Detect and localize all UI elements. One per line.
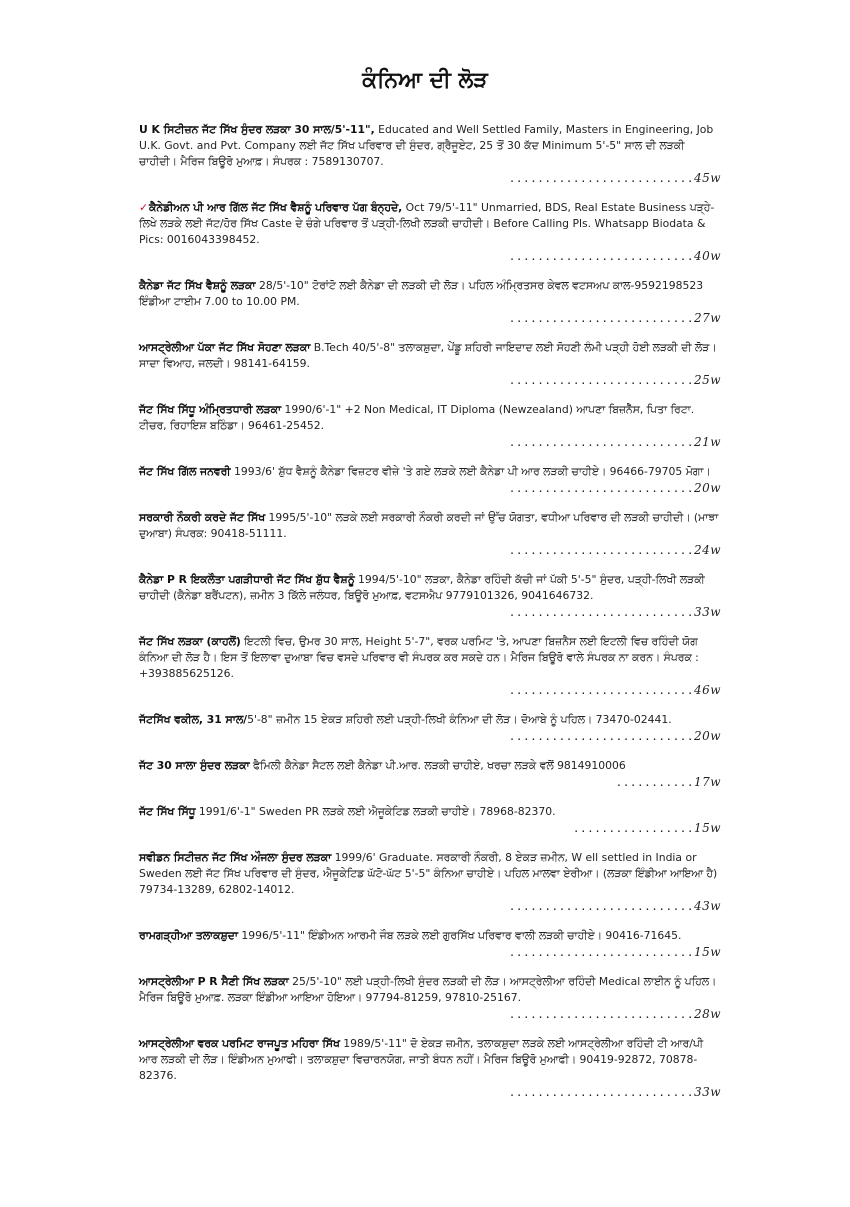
ad-text [139,510,721,542]
ad-body: 1991/6'-1" Sweden PR ਲੜਕੇ ਲਈ ਐਜੂਕੇਟਿਡ ਲੜਕੀ ਚਾਹੀਏ। 78968-82370. [195,805,556,818]
ad-headline: U K ਸਿਟੀਜ਼ਨ ਜੱਟ ਸਿੱਖ ਸੁੰਦਰ ਲੜਕਾ 30 ਸਾਲ/5'-11", [139,123,375,136]
ad-body: 1996/5'-11" ਇੰਡੀਅਨ ਆਰਮੀ ਜੌਬ ਲੜਕੇ ਲਈ ਗੁਰਸਿੱਖ ਪਰਿਵਾਰ ਵਾਲੀ ਲੜਕੀ ਚਾਹੀਏ। 90416-71645. [237,929,682,942]
ad-body: 1989/5'-11" ਦੋ ਏਕੜ ਜ਼ਮੀਨ, ਤਲਾਕਸ਼ੁਦਾ ਲੜਕੇ ਲਈ ਆਸਟ੍ਰੇਲੀਆ ਰਹਿੰਦੀ ਟੀ ਆਰ/ਪੀ ਆਰ ਲੜਕੀ ਦੀ ਲੋੜ। ਇੰਡੀਅਨ ਮੁਆਫੀ। ਤਲਾਕਸ਼ੁਦਾ ਵਿਚਾਰਨਯੋਗ, ਜਾਤੀ ਬੰਧਨ ਨਹੀਂ। ਮੈਰਿਜ ਬਿਊਰੋ ਮੁਆਫੀ। 90419-92872, 70878-82376. [139,1037,704,1082]
checkmark-icon: ✓ [139,201,149,214]
ad-entry [139,634,721,699]
ad-entry [139,278,721,327]
ad-text [139,200,721,248]
ad-entry [139,572,721,621]
leader-dots: .......................... [508,172,694,185]
ad-entry [139,712,721,745]
ad-headline: ਕੈਨੇਡਾ P R ਇਕਲੌਤਾ ਪਗੜੀਧਾਰੀ ਜੱਟ ਸਿੱਖ ਸ਼ੁੱਧ ਵੈਸ਼ਨੂੰ [139,573,355,586]
ad-code: 40w [693,249,721,263]
ad-text [139,712,721,728]
ad-code-row [139,682,721,699]
ad-code: 46w [693,683,721,697]
ad-headline: ਕੈਨੇਡਾ ਜੱਟ ਸਿੱਖ ਵੈਸ਼ਨੂੰ ਲੜਕਾ [139,279,256,292]
ad-entry [139,1036,721,1101]
ad-text [139,758,721,774]
ad-code: 20w [693,481,721,495]
ad-code-row [139,434,721,451]
ad-code: 20w [693,729,721,743]
ad-headline: ਜੱਟ ਸਿੱਖ ਸਿੱਧੂ ਅੰਮ੍ਰਿਤਧਾਰੀ ਲੜਕਾ [139,403,282,416]
ad-entry [139,464,721,497]
ad-text [139,804,721,820]
ad-headline: ਜੱਟ ਸਿੱਖ ਗਿੱਲ ਜਨਵਰੀ [139,465,231,478]
ad-entry [139,928,721,961]
leader-dots: .......................... [508,730,694,743]
ad-body: 1994/5'-10" ਲੜਕਾ, ਕੈਨੇਡਾ ਰਹਿੰਦੀ ਕੱਚੀ ਜਾਂ ਪੱਕੀ 5'-5" ਸੁੰਦਰ, ਪੜ੍ਹੀ-ਲਿਖੀ ਲੜਕੀ ਚਾਹੀਦੀ (ਕੈਨੇਡਾ ਬਰੈਂਪਟਨ), ਜ਼ਮੀਨ 3 ਕਿੱਲੇ ਜਲੰਧਰ, ਬਿਊਰੋ ਮੁਆਫ਼, ਵਟਸਐਪ 9779101326, 9041646732. [139,573,705,602]
ad-entry [139,200,721,265]
ad-code-row [139,820,721,837]
leader-dots: .......................... [508,544,694,557]
ad-text [139,572,721,604]
ad-code: 17w [693,775,721,789]
ad-headline: ਜੱਟ ਸਿੱਖ ਸਿੱਧੂ [139,805,196,818]
ad-headline: ਆਸਟ੍ਰੇਲੀਆ ਵਰਕ ਪਰਮਿਟ ਰਾਜਪੂਤ ਮਹਿਰਾ ਸਿੱਖ [139,1037,340,1050]
ad-text [139,278,721,310]
ad-entry [139,850,721,915]
leader-dots: .......................... [508,374,694,387]
leader-dots: .......................... [508,606,694,619]
ad-code: 45w [693,171,721,185]
ad-body: Oct 79/5'-11" Unmarried, BDS, Real Estate Business ਪੜ੍ਹੇ-ਲਿਖੇ ਲੜਕੇ ਲਈ ਜੱਟ/ਹੋਰ ਸਿੱਖ Caste ਦੇ ਚੰਗੇ ਪਰਿਵਾਰ ਤੋਂ ਪੜ੍ਹੀ-ਲਿਖੀ ਲੜਕੀ ਚਾਹੀਦੀ। Before Calling Pls. Whatsapp Biodata & Pics: 0016043398452. [139,201,715,246]
leader-dots: .......................... [508,312,694,325]
ad-code: 15w [693,821,721,835]
ad-code-row [139,728,721,745]
ad-headline: ਸਵੀਡਨ ਸਿਟੀਜ਼ਨ ਜੱਟ ਸਿੱਖ ਔਜਲਾ ਸੁੰਦਰ ਲੜਕਾ [139,851,332,864]
ad-headline: ਜੱਟ 30 ਸਾਲਾ ਸੁੰਦਰ ਲੜਕਾ [139,759,250,772]
ad-body: 28/5'-10" ਟੋਰਾਂਟੋ ਲਈ ਕੈਨੇਡਾ ਦੀ ਲੜਕੀ ਦੀ ਲੋੜ। ਪਹਿਲ ਅੰਮ੍ਰਿਤਸਰ ਕੇਵਲ ਵਟਸਅਪ ਕਾਲ-9592198523 ਇੰਡੀਆ ਟਾਈਮ 7.00 to 10.00 PM. [139,279,704,308]
ad-body: 5'-8" ਜ਼ਮੀਨ 15 ਏਕੜ ਸ਼ਹਿਰੀ ਲਈ ਪੜ੍ਹੀ-ਲਿਖੀ ਕੰਨਿਆ ਦੀ ਲੋੜ। ਦੋਆਬੇ ਨੂੰ ਪਹਿਲ। 73470-02441. [247,713,672,726]
ad-text [139,974,721,1006]
ad-body: 1990/6'-1" +2 Non Medical, IT Diploma (Newzealand) ਆਪਣਾ ਬਿਜ਼ਨੈੱਸ, ਪਿਤਾ ਰਿਟਾ. ਟੀਚਰ, ਰਿਹਾਇਸ਼ ਬਠਿੰਡਾ। 96461-25452. [139,403,695,432]
ad-code: 24w [693,543,721,557]
ad-headline: ਜੱਟਸਿੱਖ ਵਕੀਲ, 31 ਸਾਲ/ [139,713,248,726]
ad-code-row [139,944,721,961]
ad-text [139,850,721,898]
ad-code-row [139,310,721,327]
ad-code-row [139,170,721,187]
ad-entry [139,340,721,389]
leader-dots: .......................... [508,1008,694,1021]
ad-code: 21w [693,435,721,449]
ad-body: 1993/6' ਸ਼ੁੱਧ ਵੈਸ਼ਨੂੰ ਕੈਨੇਡਾ ਵਿਜ਼ਟਰ ਵੀਜ਼ੇ 'ਤੇ ਗਏ ਲੜਕੇ ਲਈ ਕੈਨੇਡਾ ਪੀ ਆਰ ਲੜਕੀ ਚਾਹੀਏ। 96466-79705 ਮੋਗਾ। [230,465,711,478]
leader-dots: ........... [615,776,694,789]
ad-body: Educated and Well Settled Family, Masters in Engineering, Job U.K. Govt. and Pvt. Company ਲਈ ਜੱਟ ਸਿੱਖ ਪਰਿਵਾਰ ਦੀ ਸੁੰਦਰ, ਗ੍ਰੈਜੂਏਟ, 25 ਤੋਂ 30 ਕੱਦ Minimum 5'-5" ਸਾਲ ਦੀ ਲੜਕੀ ਚਾਹੀਦੀ। ਮੈਰਿਜ ਬਿਊਰੋ ਮੁਆਫ਼। ਸੰਪਰਕ : 7589130707. [139,123,714,168]
ad-entry [139,758,721,791]
ad-entry [139,122,721,187]
ad-code-row [139,372,721,389]
ad-code-row [139,1084,721,1101]
page-title: ਕੰਨਿਆ ਦੀ ਲੋੜ [362,68,488,93]
ad-headline: ਰਾਮਗੜ੍ਹੀਆ ਤਲਾਕਸ਼ੁਦਾ [139,929,238,942]
ad-code: 27w [693,311,721,325]
ad-code-row [139,1006,721,1023]
ad-code: 33w [693,1085,721,1099]
leader-dots: .......................... [508,684,694,697]
ad-headline: ਕੈਨੇਡੀਅਨ ਪੀ ਆਰ ਗਿੱਲ ਜੱਟ ਸਿੱਖ ਵੈਸ਼ਨੂੰ ਪਰਿਵਾਰ ਪੱਗ ਬੰਨ੍ਹਦੇ, [149,201,403,214]
leader-dots: .......................... [508,250,694,263]
ad-code-row [139,480,721,497]
ad-headline: ਸਰਕਾਰੀ ਨੌਕਰੀ ਕਰਦੇ ਜੱਟ ਸਿੱਖ [139,511,266,524]
leader-dots: .......................... [508,946,694,959]
ad-text [139,464,721,480]
ad-entry [139,974,721,1023]
ad-code-row [139,542,721,559]
ad-code: 15w [693,945,721,959]
ad-body: ਇਟਲੀ ਵਿਚ, ਉਮਰ 30 ਸਾਲ, Height 5'-7", ਵਰਕ ਪਰਮਿਟ 'ਤੇ, ਆਪਣਾ ਬਿਜ਼ਨੈਸ ਲਈ ਇਟਲੀ ਵਿਚ ਰਹਿੰਦੀ ਯੋਗ ਕੰਨਿਆ ਦੀ ਲੋੜ ਹੈ। ਇਸ ਤੋਂ ਇਲਾਵਾ ਦੁਆਬਾ ਵਿਚ ਵਸਦੇ ਪਰਿਵਾਰ ਵੀ ਸੰਪਰਕ ਕਰ ਸਕਦੇ ਹਨ। ਮੈਰਿਜ ਬਿਊਰੋ ਵਾਲੇ ਸੰਪਰਕ ਨਾ ਕਰਨ। ਸੰਪਰਕ : +393885625126. [139,635,699,680]
ad-text [139,928,721,944]
ad-body: 1995/5'-10" ਲੜਕੇ ਲਈ ਸਰਕਾਰੀ ਨੌਕਰੀ ਕਰਦੀ ਜਾਂ ਉੱਚ ਯੋਗਤਾ, ਵਧੀਆ ਪਰਿਵਾਰ ਦੀ ਲੜਕੀ ਚਾਹੀਦੀ। (ਮਾਝਾ ਦੁਆਬਾ) ਸੰਪਰਕ: 90418-51111. [139,511,719,540]
ad-text [139,402,721,434]
ad-text [139,634,721,682]
ad-body: 1999/6' Graduate. ਸਰਕਾਰੀ ਨੌਕਰੀ, 8 ਏਕੜ ਜ਼ਮੀਨ, W ell settled in India or Sweden ਲਈ ਜੱਟ ਸਿੱਖ ਪਰਿਵਾਰ ਦੀ ਸੁੰਦਰ, ਐਜੂਕੇਟਿਡ ਘੱਟੋ-ਘੱਟ 5'-5" ਕੰਨਿਆ ਚਾਹੀਏ। ਪਹਿਲ ਮਾਲਵਾ ਏਰੀਆ। (ਲੜਕਾ ਇੰਡੀਆ ਆਇਆ ਹੈ) 79734-13289, 62802-14012. [139,851,718,896]
ad-text [139,340,721,372]
ad-code-row [139,774,721,791]
leader-dots: .......................... [508,900,694,913]
ad-headline: ਆਸਟ੍ਰੇਲੀਆ ਪੱਕਾ ਜੱਟ ਸਿੱਖ ਸੋਹਣਾ ਲੜਕਾ [139,341,311,354]
ad-body: B.Tech 40/5'-8" ਤਲਾਕਸ਼ੁਦਾ, ਪੇਂਡੂ ਸ਼ਹਿਰੀ ਜਾਇਦਾਦ ਲਈ ਸੋਹਣੀ ਲੰਮੀ ਪੜ੍ਹੀ ਹੋਈ ਲੜਕੀ ਦੀ ਲੋੜ। ਸਾਦਾ ਵਿਆਹ, ਜਲਦੀ। 98141-64159. [139,341,717,370]
ad-entry [139,402,721,451]
ad-text [139,122,721,170]
leader-dots: .......................... [508,436,694,449]
ad-headline: ਜੱਟ ਸਿੱਖ ਲੜਕਾ (ਕਾਹਲੋਂ) [139,635,241,648]
leader-dots: ................. [572,822,694,835]
ad-body: ਫੈਮਿਲੀ ਕੈਨੇਡਾ ਸੈਟਲ ਲਈ ਕੈਨੇਡਾ ਪੀ.ਆਰ. ਲੜਕੀ ਚਾਹੀਏ, ਖਰਚਾ ਲੜਕੇ ਵਲੋਂ 9814910006 [249,759,626,772]
ad-text [139,1036,721,1084]
ad-code: 43w [693,899,721,913]
ad-entry [139,510,721,559]
ad-list [139,122,721,1114]
ad-code: 33w [693,605,721,619]
leader-dots: .......................... [508,482,694,495]
ad-code-row [139,604,721,621]
ad-code-row [139,898,721,915]
leader-dots: .......................... [508,1086,694,1099]
ad-headline: ਆਸਟ੍ਰੇਲੀਆ P R ਸੈਣੀ ਸਿੱਖ ਲੜਕਾ [139,975,289,988]
ad-code: 28w [693,1007,721,1021]
ad-body: 25/5'-10" ਲਈ ਪੜ੍ਹੀ-ਲਿਖੀ ਸੁੰਦਰ ਲੜਕੀ ਦੀ ਲੋੜ। ਆਸਟ੍ਰੇਲੀਆ ਰਹਿੰਦੀ Medical ਲਾਈਨ ਨੂੰ ਪਹਿਲ। ਮੈਰਿਜ ਬਿਊਰੋ ਮੁਆਫ਼. ਲੜਕਾ ਇੰਡੀਆ ਆਇਆ ਹੋਇਆ। 97794-81259, 97810-25167. [139,975,717,1004]
ad-entry [139,804,721,837]
ad-code-row [139,248,721,265]
ad-code: 25w [693,373,721,387]
